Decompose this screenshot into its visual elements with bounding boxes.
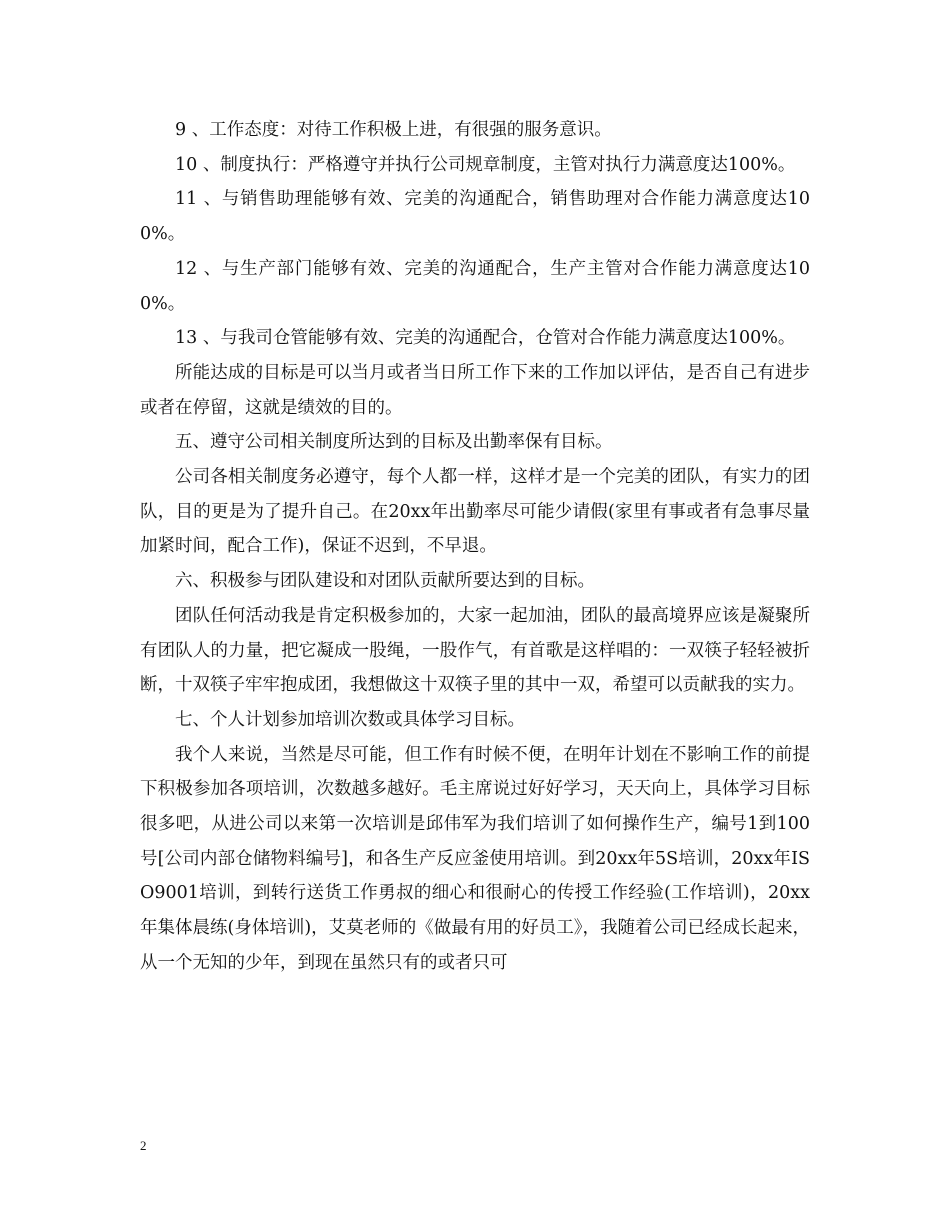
section-heading-five: 五、遵守公司相关制度所达到的目标及出勤率保有目标。 [175, 432, 613, 453]
section-heading-six: 六、积极参与团队建设和对团队贡献所要达到的目标。 [175, 571, 595, 592]
paragraph-attendance: 公司各相关制度务必遵守，每个人都一样，这样才是一个完美的团队，有实力的团队，目的更是为了提升自己。在20xx年出勤率尽可能少请假(家里有事或者有急事尽量加紧时间，配合工作)，保证不迟到，不早退。 [140, 467, 810, 557]
paragraph-training-plan: 我个人来说，当然是尽可能，但工作有时候不便，在明年计划在不影响工作的前提下积极参加各项培训，次数越多越好。毛主席说过好好学习，天天向上，具体学习目标很多吧，从进公司以来第一次培训是邱伟军为我们培训了如何操作生产，编号1到100号[公司内部仓储物料编号]，和各生产反应釜使用培训。到20xx年5S培训，20xx年ISO9001培训，到转行送货工作勇叔的细心和很耐心的传授工作经验(工作培训)，20xx年集体晨练(身体培训)，艾莫老师的《做最有用的好员工》，我随着公司已经成长起来，从一个无知的少年，到现在虽然只有的或者只可 [140, 744, 810, 973]
paragraph-performance-goal: 所能达成的目标是可以当月或者当日所工作下来的工作加以评估，是否自己有进步或者在停留，这就是绩效的目的。 [140, 362, 810, 418]
page-number: 2 [140, 1138, 147, 1153]
paragraph-item-13: 13 、与我司仓管能够有效、完美的沟通配合，仓管对合作能力满意度达100%。 [175, 328, 796, 349]
section-heading-seven: 七、个人计划参加培训次数或具体学习目标。 [175, 709, 525, 730]
paragraph-item-9: 9 、工作态度：对待工作积极上进，有很强的服务意识。 [175, 120, 612, 140]
document-body [140, 113, 810, 981]
paragraph-team-contribution: 团队任何活动我是肯定积极参加的，大家一起加油，团队的最高境界应该是凝聚所有团队人的力量，把它凝成一股绳，一股作气，有首歌是这样唱的：一双筷子轻轻被折断，十双筷子牢牢抱成团，我想做这十双筷子里的其中一双，希望可以贡献我的实力。 [140, 605, 810, 696]
paragraph-item-10: 10 、制度执行：严格遵守并执行公司规章制度，主管对执行力满意度达100%。 [175, 154, 796, 175]
paragraph-item-12: 12 、与生产部门能够有效、完美的沟通配合，生产主管对合作能力满意度达100%。 [140, 258, 810, 314]
paragraph-item-11: 11 、与销售助理能够有效、完美的沟通配合，销售助理对合作能力满意度达100%。 [140, 189, 810, 245]
